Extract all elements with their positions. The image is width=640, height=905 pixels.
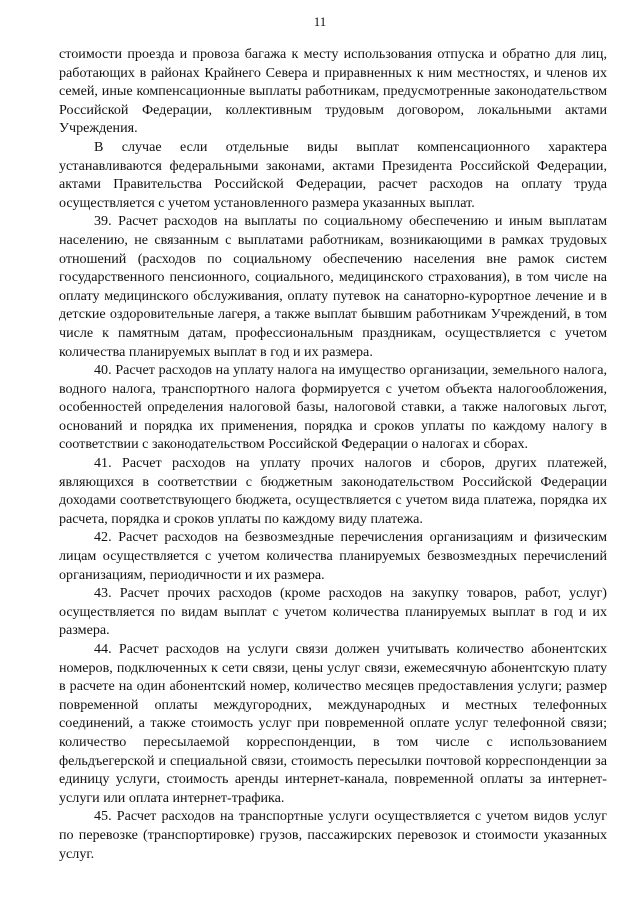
paragraph-39: 39. Расчет расходов на выплаты по социальному обеспечению и иным выплатам населению, не связанным с выплатами работникам, возникающими в рамках трудовых отношений (расходов по социальному обеспечению населения вне рамок систем государственного пенсионного, социального, медицинского страхования), в том числе на оплату медицинского обслуживания, оплату путевок на санаторно-курортное лечение и в детские оздоровительные лагеря, а также выплат бывшим работникам Учреждений, в том числе к памятным датам, профессиональным праздникам, осуществляется с учетом количества планируемых выплат в год и их размера. <box>59 213 607 360</box>
paragraph-44: 44. Расчет расходов на услуги связи должен учитывать количество абонентских номеров, подключенных к сети связи, цены услуг связи, ежемесячную абонентскую плату в расчете на один абонентский номер, количество месяцев предоставления услуги; размер повременной оплаты междугородних, международных и местных телефонных соединений, а также стоимость услуг при повременной оплате услуг телефонной связи; количество пересылаемой корреспонденции, в том числе с использованием фельдъегерской и специальной связи, стоимость пересылки почтовой корреспонденции за единицу услуги, стоимость аренды интернет-канала, повременной оплаты за интернет-услуги или оплата интернет-трафика. <box>59 641 607 806</box>
page-number: 11 <box>313 14 327 29</box>
paragraph-compensation-payments: В случае если отдельные виды выплат компенсационного характера устанавливаются федеральными законами, актами Президента Российской Федерации, актами Правительства Российской Федерации, расчет расходов на оплату труда осуществляется с учетом установленного размера указанных выплат. <box>59 138 607 211</box>
paragraph-41: 41. Расчет расходов на уплату прочих налогов и сборов, других платежей, являющихся в соответствии с бюджетным законодательством Российской Федерации доходами соответствующего бюджета, осуществляется с учетом вида платежа, порядка их расчета, порядка и сроков уплаты по каждому виду платежа. <box>59 455 607 527</box>
document-body <box>59 45 607 863</box>
paragraph-continuation: стоимости проезда и провоза багажа к месту использования отпуска и обратно для лиц, работающих в районах Крайнего Севера и приравненных к ним местностях, и членов их семей, иные компенсационные выплаты работникам, предусмотренные законодательством Российской Федерации, коллективным трудовым договором, локальными актами Учреждения. <box>59 46 607 137</box>
paragraph-43: 43. Расчет прочих расходов (кроме расходов на закупку товаров, работ, услуг) осуществляется по видам выплат с учетом количества планируемых выплат в год и их размера. <box>59 585 607 639</box>
paragraph-45: 45. Расчет расходов на транспортные услуги осуществляется с учетом видов услуг по перевозке (транспортировке) грузов, пассажирских перевозок и стоимости указанных услуг. <box>59 808 607 862</box>
paragraph-42: 42. Расчет расходов на безвозмездные перечисления организациям и физическим лицам осуществляется с учетом количества планируемых безвозмездных перечислений организациям, периодичности и их размера. <box>59 529 607 583</box>
paragraph-40: 40. Расчет расходов на уплату налога на имущество организации, земельного налога, водного налога, транспортного налога формируется с учетом объекта налогообложения, особенностей определения налоговой базы, налоговой ставки, а также налоговых льгот, оснований и порядка их применения, порядка и сроков уплаты по каждому налогу в соответствии с законодательством Российской Федерации о налогах и сборах. <box>59 362 607 453</box>
